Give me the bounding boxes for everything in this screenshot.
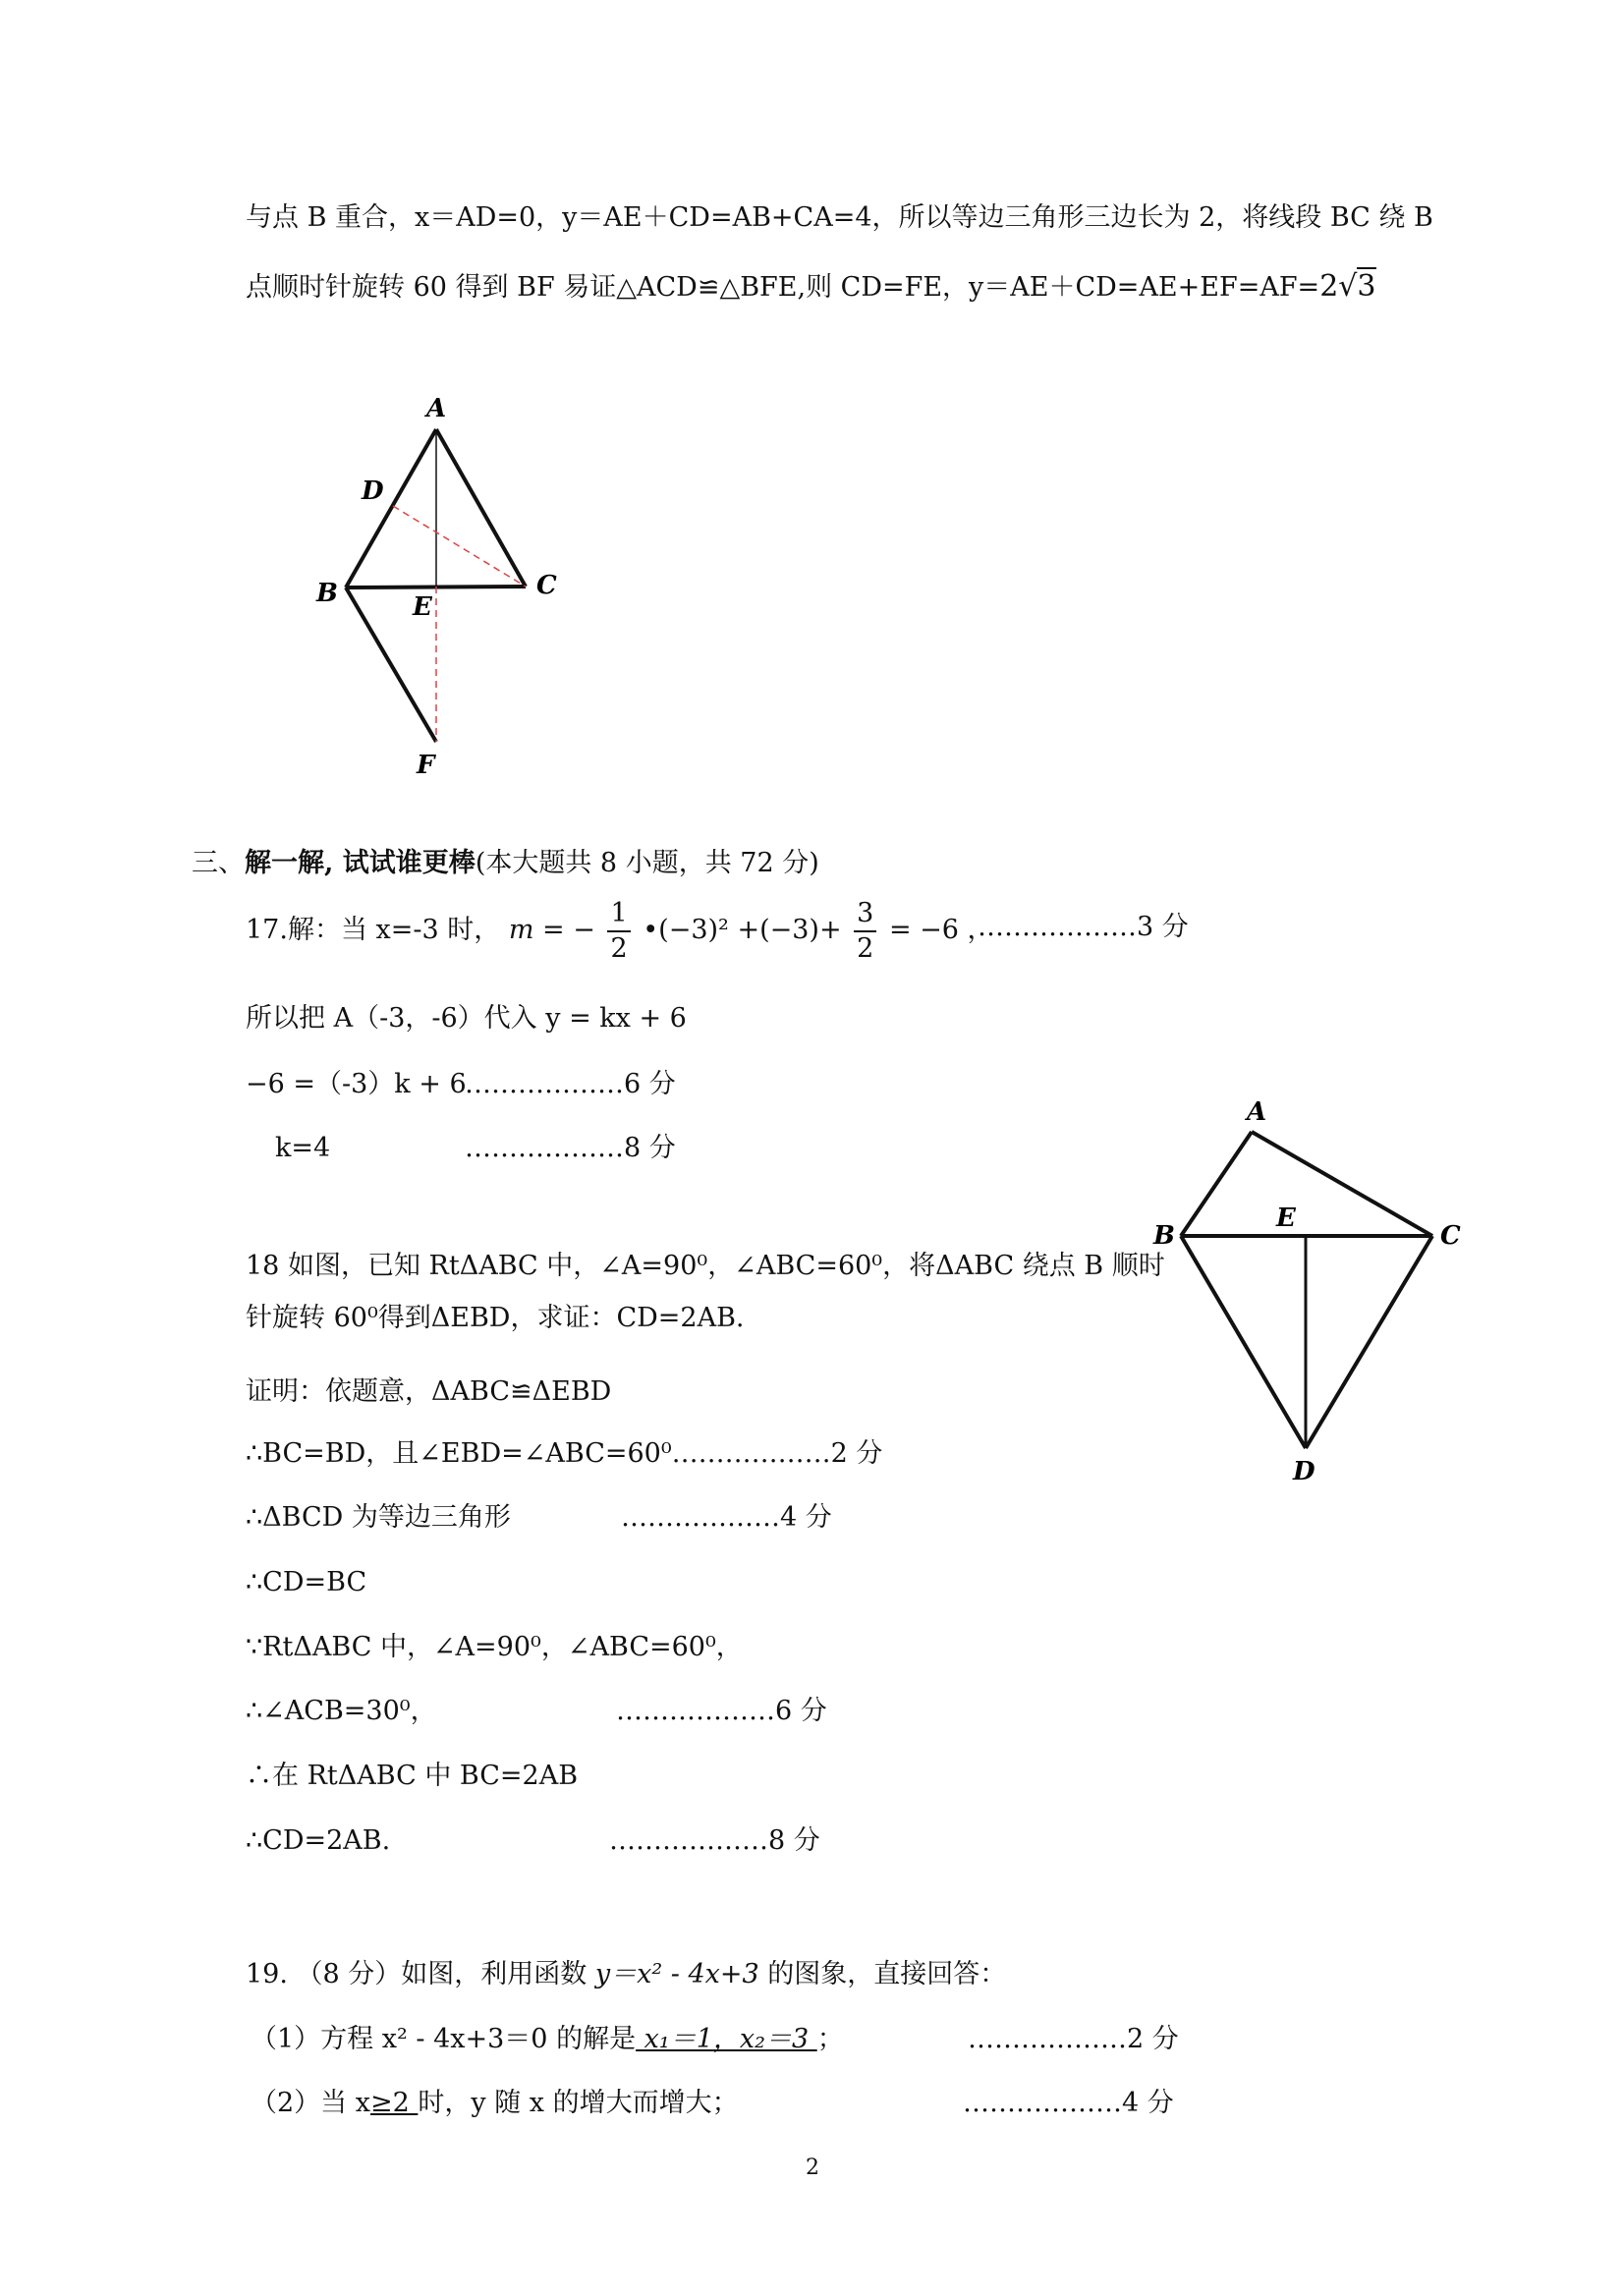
- q18-proof-5: ∵RtΔABC 中，∠A=90⁰，∠ABC=60⁰，: [246, 1632, 743, 1662]
- q17-score-6: ………………6 分: [465, 1069, 676, 1099]
- label-C: C: [1440, 1221, 1461, 1251]
- figure-2-kite: [1140, 1091, 1474, 1493]
- label-E: E: [1276, 1204, 1296, 1233]
- segment-CD: [1306, 1236, 1432, 1448]
- q18-score-8: ………………8 分: [609, 1825, 820, 1856]
- q19-p2-pre: （2）当 x: [251, 2088, 370, 2118]
- q17-prefix: 17.解：当 x=-3 时，: [246, 915, 501, 945]
- text-line-top-2: [246, 270, 1376, 305]
- q19-p1-answer: x₁＝1，x₂＝3: [636, 2024, 817, 2054]
- label-A: A: [426, 394, 447, 423]
- segment-BD: [1181, 1236, 1306, 1448]
- label-D: D: [362, 476, 384, 506]
- q17-line-4: k=4: [275, 1133, 331, 1163]
- q19-line-1: [246, 1958, 1006, 1991]
- q19-part-2: [251, 2087, 739, 2120]
- frac2-den: 2: [857, 932, 874, 964]
- q17-score-8: ………………8 分: [465, 1133, 676, 1163]
- q18-proof-7: ∴在 RtΔABC 中 BC=2AB: [246, 1761, 579, 1791]
- q18-line-2: 针旋转 60⁰得到ΔEBD，求证：CD=2AB.: [246, 1303, 745, 1333]
- q19-score-2: ………………2 分: [968, 2024, 1179, 2054]
- sqrt-sign: √: [1338, 269, 1358, 304]
- page-number: 2: [806, 2156, 819, 2180]
- section-number: 三、: [192, 848, 245, 878]
- section-3-heading: [192, 847, 819, 880]
- label-A: A: [1247, 1097, 1267, 1127]
- proof2-score: ………………2 分: [671, 1438, 883, 1469]
- segment-AB: [1181, 1132, 1252, 1236]
- segment-AC: [436, 429, 526, 587]
- q18-proof-2: [246, 1437, 882, 1471]
- q17-m-eq: m = −: [508, 915, 595, 945]
- section-desc: (本大题共 8 小题，共 72 分): [475, 848, 819, 878]
- q17-mid: •(−3)² +(−3)+: [643, 915, 842, 945]
- frac1-den: 2: [610, 932, 628, 964]
- label-C: C: [536, 571, 557, 600]
- q17-end: = −6 ，: [888, 915, 994, 945]
- q19-post: 的图象，直接回答：: [758, 1959, 1007, 1989]
- top-line2-text: 点顺时针旋转 60 得到 BF 易证△ACD≌△BFE,则 CD=FE，y＝AE＋CD=AE+EF=AF=: [246, 272, 1320, 303]
- q19-func: y＝x² - 4x+3: [594, 1959, 759, 1989]
- radicand: 3: [1357, 269, 1376, 304]
- fraction-one-half: [607, 897, 630, 966]
- q18-score-4: ………………4 分: [621, 1502, 832, 1533]
- q18-proof-8: ∴CD=2AB.: [246, 1825, 391, 1856]
- q17-line-2: 所以把 A（-3，-6）代入 y = kx + 6: [246, 1003, 687, 1034]
- q19-p1-pre: （1）方程 x² - 4x+3＝0 的解是: [251, 2024, 637, 2054]
- label-E: E: [413, 592, 432, 622]
- q18-proof-4: ∴CD=BC: [246, 1567, 367, 1597]
- q19-p1-post: ；: [816, 2024, 844, 2054]
- q19-part-1: [251, 2023, 844, 2056]
- label-B: B: [316, 579, 338, 608]
- q19-score-4: ………………4 分: [963, 2088, 1174, 2118]
- q18-line-1: 18 如图，已知 RtΔABC 中，∠A=90⁰，∠ABC=60⁰，将ΔABC 绕点 B 顺时: [246, 1251, 1165, 1281]
- fraction-three-half: [854, 897, 876, 966]
- label-B: B: [1153, 1221, 1175, 1251]
- q18-score-6: ………………6 分: [616, 1696, 827, 1726]
- label-D: D: [1293, 1457, 1315, 1486]
- q19-p2-post: 时，y 随 x 的增大而增大；: [418, 2088, 739, 2118]
- segment-AB: [346, 429, 436, 588]
- label-F: F: [417, 751, 435, 780]
- frac1-num: 1: [607, 897, 630, 932]
- q18-proof-1: 证明：依题意，ΔABC≌ΔEBD: [246, 1376, 612, 1407]
- q17-score-3: ………………3 分: [978, 912, 1189, 942]
- figure-1-triangle: [295, 383, 589, 786]
- text-line-top-1: 与点 B 重合，x＝AD=0，y＝AE＋CD=AB+CA=4，所以等边三角形三边长为 2，将线段 BC 绕 B: [246, 202, 1433, 233]
- q18-proof-3: ∴ΔBCD 为等边三角形: [246, 1502, 511, 1533]
- frac2-num: 3: [854, 897, 876, 932]
- coef: 2: [1319, 269, 1339, 304]
- dashed-DC: [393, 506, 526, 587]
- q19-pre: 19. （8 分）如图，利用函数: [246, 1959, 595, 1989]
- q17-line-3: −6 =（-3）k + 6: [246, 1069, 467, 1099]
- q18-proof-6: ∴∠ACB=30⁰，: [246, 1696, 437, 1726]
- q17-line-1: [246, 894, 994, 967]
- section-title: 解一解, 试试谁更棒: [245, 848, 476, 878]
- proof2-text: ∴BC=BD，且∠EBD=∠ABC=60⁰: [246, 1438, 672, 1469]
- two-root-three: [1319, 267, 1375, 304]
- q19-p2-answer: ≥2: [370, 2088, 419, 2118]
